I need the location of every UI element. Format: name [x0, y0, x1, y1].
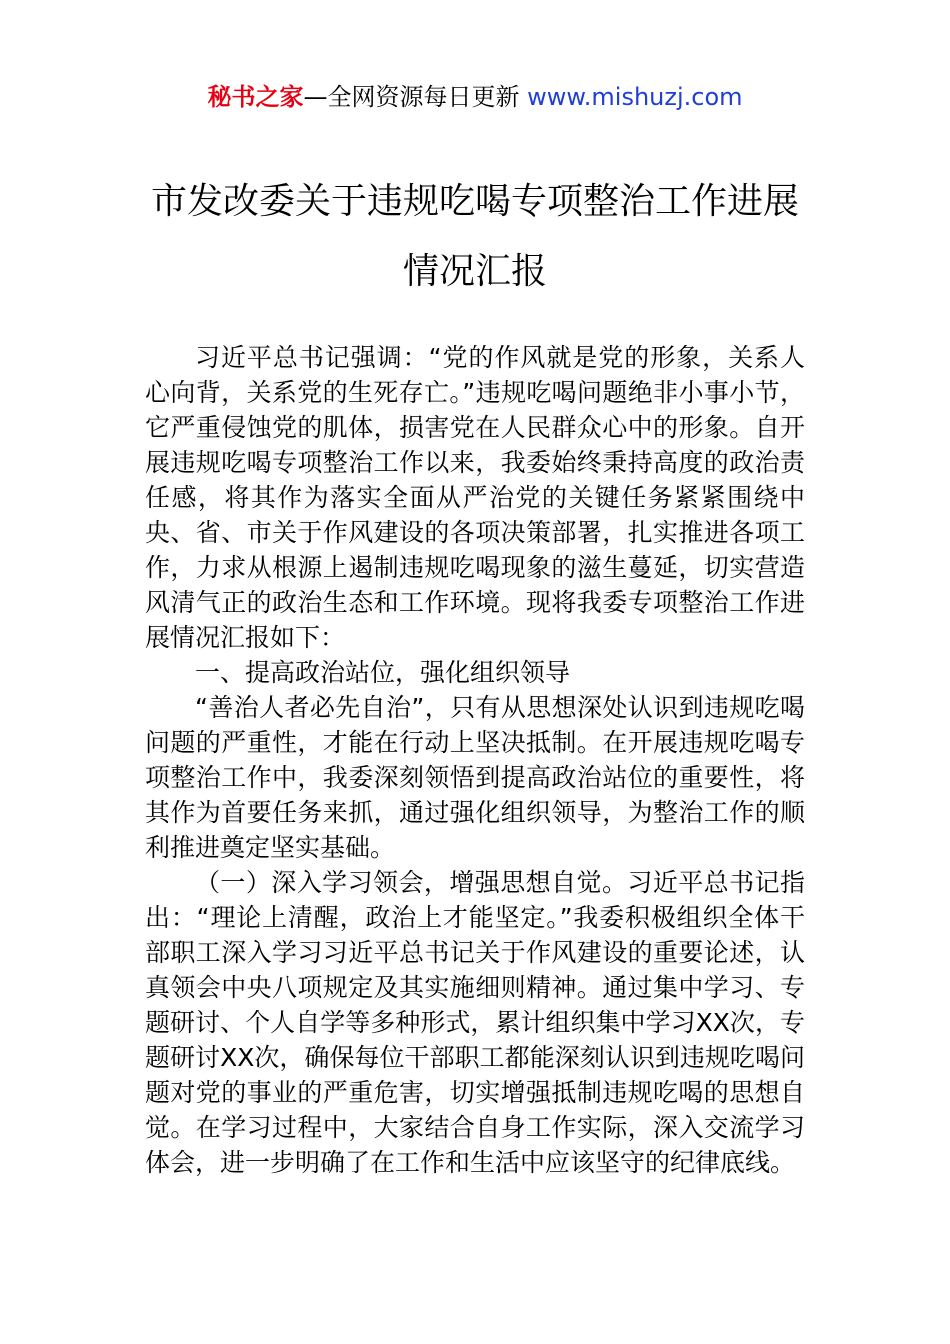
- site-brand: 秘书之家: [207, 83, 304, 111]
- site-tagline: —全网资源每日更新: [303, 83, 528, 111]
- document-title-line-1: 市发改委关于违规吃喝专项整治工作进展: [150, 181, 799, 222]
- site-header: [0, 80, 950, 114]
- paragraph-intro: 习近平总书记强调：“党的作风就是党的形象，关系人心向背，关系党的生死存亡。”违规吃喝问题绝非小事小节，它严重侵蚀党的肌体，损害党在人民群众心中的形象。自开展违规吃喝专项整治工作以来，我委始终秉持高度的政治责任感，将其作为落实全面从严治党的关键任务紧紧围绕中央、省、市关于作风建设的各项决策部署，扎实推进各项工作，力求从根源上遏制违规吃喝现象的滋生蔓延，切实营造风清气正的政治生态和工作环境。现将我委专项整治工作进展情况汇报如下：: [145, 343, 805, 652]
- document-body: [145, 340, 805, 1180]
- section-heading-1: 一、提高政治站位，强化组织领导: [195, 658, 571, 687]
- site-url-link[interactable]: www.mishuzj.com: [527, 83, 743, 111]
- paragraph-section-1: “善治人者必先自治”，只有从思想深处认识到违规吃喝问题的严重性，才能在行动上坚决抵制。在开展违规吃喝专项整治工作中，我委深刻领悟到提高政治站位的重要性，将其作为首要任务来抓，通过强化组织领导，为整治工作的顺利推进奠定坚实基础。: [145, 693, 805, 862]
- document-title-line-2: 情况汇报: [402, 251, 547, 292]
- paragraph-subsection-1: （一）深入学习领会，增强思想自觉。习近平总书记指出：“理论上清醒，政治上才能坚定。”我委积极组织全体干部职工深入学习习近平总书记关于作风建设的重要论述，认真领会中央八项规定及其实施细则精神。通过集中学习、专题研讨、个人自学等多种形式，累计组织集中学习XX次，专题研讨XX次，确保每位干部职工都能深刻认识到违规吃喝问题对党的事业的严重危害，切实增强抵制违规吃喝的思想自觉。在学习过程中，大家结合自身工作实际，深入交流学习体会，进一步明确了在工作和生活中应该坚守的纪律底线。: [145, 868, 805, 1177]
